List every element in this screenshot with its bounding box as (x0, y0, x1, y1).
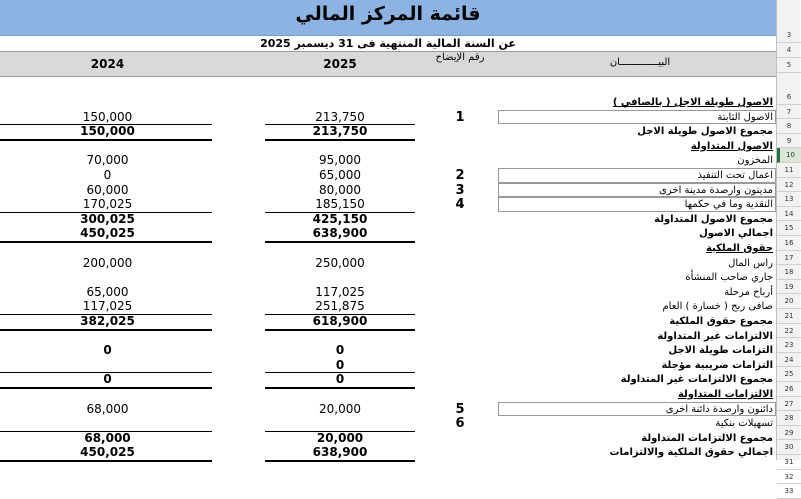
row-number[interactable]: 22 (777, 324, 801, 339)
header-item: البيـــــــــــــان (609, 57, 671, 68)
row-number[interactable]: 27 (777, 397, 801, 412)
value-2024-cell[interactable]: 450,025 (80, 445, 135, 460)
rule-line (265, 212, 415, 213)
note-number-cell[interactable] (420, 95, 500, 110)
row-number[interactable]: 33 (777, 484, 801, 499)
note-number-cell[interactable] (420, 270, 500, 285)
value-2024-cell[interactable]: 300,025 (80, 211, 135, 226)
value-2025-cell[interactable]: 213,750 (312, 124, 368, 139)
rule-line (265, 314, 415, 315)
note-number-cell[interactable] (420, 256, 500, 271)
statement-row[interactable] (0, 372, 776, 387)
rule-line (0, 460, 212, 462)
cell-border (498, 183, 776, 198)
value-2025-cell[interactable]: 0 (335, 357, 345, 372)
row-number[interactable]: 28 (777, 411, 801, 426)
statement-row[interactable] (0, 153, 776, 168)
item-label-cell[interactable]: جاري صاحب المنشأة (685, 272, 773, 284)
row-number[interactable]: 6 (777, 90, 801, 105)
statement-row[interactable] (0, 343, 776, 358)
rule-line (265, 139, 415, 141)
note-number-cell[interactable]: 5 (455, 401, 465, 417)
note-number-cell[interactable] (420, 358, 500, 373)
row-number[interactable]: 7 (777, 105, 801, 120)
rule-line (0, 314, 212, 315)
value-2025-cell[interactable]: 213,750 (315, 109, 365, 124)
value-2025-cell[interactable]: 0 (335, 372, 345, 387)
item-label-cell[interactable]: اجمالي حقوق الملكية والالتزامات (609, 447, 773, 459)
value-2025-cell[interactable]: 250,000 (315, 255, 365, 270)
rule-line (265, 460, 415, 462)
value-2025-cell[interactable]: 638,900 (312, 226, 368, 241)
value-2025-cell[interactable]: 0 (335, 343, 345, 358)
row-number[interactable]: 19 (777, 280, 801, 295)
statement-row[interactable] (0, 270, 776, 285)
row-number[interactable]: 10 (777, 148, 801, 163)
value-2025-cell[interactable] (265, 139, 415, 154)
value-2025-cell[interactable] (265, 241, 415, 256)
note-number-cell[interactable] (420, 329, 500, 344)
row-number[interactable]: 4 (777, 43, 801, 58)
value-2024-cell[interactable]: 68,000 (84, 430, 131, 445)
header-2024: 2024 (90, 57, 125, 71)
row-number[interactable]: 8 (777, 119, 801, 134)
value-2024-cell[interactable]: 150,000 (82, 109, 133, 124)
statement-row[interactable] (0, 256, 776, 271)
value-2025-cell[interactable]: 65,000 (319, 168, 361, 182)
item-label-cell[interactable]: التزامات ضريبية مؤجلة (661, 359, 773, 371)
item-label-cell[interactable]: مجموع الاصول طويلة الاجل (637, 126, 773, 138)
value-2025-cell[interactable] (265, 387, 415, 402)
row-number[interactable]: 18 (777, 265, 801, 280)
note-number-cell[interactable] (420, 212, 500, 227)
rule-line (0, 124, 212, 125)
row-number[interactable]: 30 (777, 440, 801, 455)
value-2024-cell[interactable]: 0 (103, 372, 112, 387)
value-2024-cell[interactable] (0, 270, 215, 285)
statement-row[interactable] (0, 241, 776, 256)
value-2025-cell[interactable] (265, 95, 415, 110)
cell-border (498, 197, 776, 212)
row-number[interactable]: 12 (777, 178, 801, 193)
statement-row[interactable] (0, 358, 776, 373)
rule-line (0, 329, 212, 331)
value-2024-cell[interactable] (0, 416, 215, 431)
value-2024-cell[interactable]: 0 (103, 343, 112, 358)
row-number[interactable]: 23 (777, 338, 801, 353)
item-label-cell[interactable]: الاصول المتداولة (690, 140, 773, 152)
value-2024-cell[interactable]: 117,025 (82, 299, 133, 314)
item-label-cell[interactable]: مجموع حقوق الملكية (669, 316, 773, 327)
item-label-cell[interactable]: النقدية وما في حكمها (684, 199, 773, 211)
rule-line (265, 372, 415, 373)
value-2024-cell[interactable]: 0 (103, 168, 112, 182)
item-label-cell[interactable]: مجموع الالتزامات غير المتداولة (620, 374, 773, 386)
note-number-cell[interactable] (420, 431, 500, 446)
row-number[interactable]: 21 (777, 309, 801, 324)
item-label-cell[interactable]: اجمالي الاصول (699, 228, 773, 240)
note-number-cell[interactable] (420, 153, 500, 168)
value-2025-cell[interactable] (265, 329, 415, 344)
item-label-cell[interactable]: مجموع الاصول المتداولة (654, 213, 773, 225)
value-2024-cell[interactable]: 150,000 (80, 124, 135, 139)
value-2024-cell[interactable] (0, 387, 215, 402)
rule-line (265, 124, 415, 125)
statement-row[interactable] (0, 387, 776, 402)
value-2024-cell[interactable]: 70,000 (86, 153, 129, 168)
row-number[interactable]: 16 (777, 236, 801, 251)
item-label-cell[interactable]: مجموع الالتزامات المتداولة (641, 432, 773, 444)
value-2024-cell[interactable] (0, 139, 215, 154)
header-2025: 2025 (323, 57, 357, 71)
value-2024-cell[interactable]: 382,025 (80, 314, 135, 328)
statement-row[interactable] (0, 139, 776, 154)
value-2024-cell[interactable] (0, 329, 215, 344)
statement-subtitle: عن السنة المالية المنتهية فى 31 ديسمبر 2025 (260, 37, 516, 50)
rule-line (265, 387, 415, 389)
item-label-cell[interactable]: تسهيلات بنكية (715, 418, 773, 430)
value-2025-cell[interactable]: 185,150 (315, 197, 365, 212)
item-label-cell[interactable]: دائنون وارصدة دائنة اخرى (665, 403, 773, 415)
item-label-cell[interactable]: راس المال (728, 257, 773, 269)
note-number-cell[interactable] (420, 387, 500, 402)
note-number-cell[interactable] (420, 124, 500, 139)
value-2025-cell[interactable]: 425,150 (312, 211, 368, 226)
row-number[interactable]: 3 (777, 28, 801, 43)
title-banner (0, 0, 776, 36)
statement-row[interactable] (0, 299, 776, 314)
row-number-gutter (776, 0, 800, 496)
note-number-cell[interactable] (420, 285, 500, 300)
rule-line (265, 431, 415, 432)
value-2024-cell[interactable]: 60,000 (86, 182, 129, 197)
value-2024-cell[interactable]: 65,000 (86, 284, 129, 299)
value-2024-cell[interactable]: 68,000 (86, 401, 129, 416)
statement-row[interactable] (0, 226, 776, 241)
cell-border (498, 402, 776, 417)
row-number[interactable]: 15 (777, 221, 801, 236)
statement-row[interactable] (0, 416, 776, 431)
rule-line (0, 431, 212, 432)
note-number-cell[interactable]: 4 (455, 197, 465, 213)
value-2024-cell[interactable] (0, 358, 215, 373)
statement-row[interactable] (0, 124, 776, 139)
statement-row[interactable] (0, 95, 776, 110)
rule-line (265, 329, 415, 331)
statement-row[interactable] (0, 285, 776, 300)
row-number[interactable]: 14 (777, 207, 801, 222)
note-number-cell[interactable]: 1 (455, 109, 465, 125)
header-note-number: رقم الإيضاح (435, 52, 485, 63)
value-2024-cell[interactable]: 450,025 (80, 226, 135, 241)
item-label-cell[interactable]: الاصول الثابتة (717, 111, 773, 123)
note-number-cell[interactable] (420, 372, 500, 387)
value-2025-cell[interactable]: 20,000 (316, 430, 364, 445)
value-2025-cell[interactable]: 618,900 (312, 314, 368, 328)
item-label-cell[interactable]: اعمال تحت التنفيذ (697, 170, 773, 181)
item-label-cell[interactable]: المخزون (737, 155, 773, 167)
row-number[interactable]: 9 (777, 134, 801, 149)
row-number[interactable]: 13 (777, 192, 801, 207)
cell-border (498, 168, 776, 183)
item-label-cell[interactable]: التزامات طويلة الاجل (668, 345, 773, 357)
note-number-cell[interactable]: 6 (455, 416, 465, 432)
statement-row[interactable] (0, 431, 776, 446)
statement-row[interactable] (0, 329, 776, 344)
rule-line (0, 241, 212, 243)
value-2024-cell[interactable]: 200,000 (82, 255, 133, 270)
statement-row[interactable] (0, 212, 776, 227)
column-header-band (0, 51, 776, 77)
item-label-cell[interactable]: مدينون وارصدة مدينة اخرى (659, 184, 773, 196)
row-number[interactable]: 29 (777, 426, 801, 441)
row-number[interactable]: 5 (777, 58, 801, 73)
row-number[interactable]: 11 (777, 163, 801, 178)
value-2024-cell[interactable] (0, 95, 215, 110)
note-number-cell[interactable] (420, 241, 500, 256)
statement-row[interactable] (0, 445, 776, 460)
value-2025-cell[interactable] (265, 416, 415, 431)
note-number-cell[interactable] (420, 343, 500, 358)
statement-row[interactable] (0, 314, 776, 329)
note-number-cell[interactable] (420, 299, 500, 314)
cell-border (498, 110, 776, 125)
item-label-cell[interactable]: الاصول طويلة الاجل ( بالصافي ) (612, 97, 773, 108)
value-2025-cell[interactable]: 80,000 (319, 182, 361, 197)
value-2025-cell[interactable]: 20,000 (319, 401, 361, 416)
rule-line (265, 241, 415, 243)
item-label-cell[interactable]: حقوق الملكية (705, 243, 773, 254)
row-number[interactable]: 32 (777, 470, 801, 485)
note-number-cell[interactable]: 3 (455, 182, 465, 198)
row-number[interactable]: 31 (777, 455, 801, 470)
value-2024-cell[interactable] (0, 241, 215, 256)
value-2025-cell[interactable]: 638,900 (312, 445, 368, 460)
statement-title: قائمة المركز المالي (295, 3, 481, 25)
value-2025-cell[interactable]: 95,000 (319, 153, 361, 168)
row-number[interactable]: 24 (777, 353, 801, 368)
note-number-cell[interactable] (420, 226, 500, 241)
item-label-cell[interactable]: الالتزامات غير المتداولة (657, 330, 773, 342)
value-2024-cell[interactable]: 170,025 (82, 197, 133, 212)
rule-line (0, 212, 212, 213)
note-number-cell[interactable] (420, 314, 500, 329)
item-label-cell[interactable]: صافى ربح ( خسارة ) العام (662, 301, 773, 313)
value-2025-cell[interactable]: 117,025 (315, 284, 365, 299)
row-number[interactable]: 25 (777, 367, 801, 382)
note-number-cell[interactable] (420, 139, 500, 154)
item-label-cell[interactable]: الالتزامات المتداولة (677, 389, 773, 400)
row-number[interactable]: 17 (777, 251, 801, 266)
item-label-cell[interactable]: أرباح مرحلة (724, 286, 773, 298)
row-number[interactable]: 20 (777, 294, 801, 309)
row-number[interactable]: 26 (777, 382, 801, 397)
rule-line (0, 387, 212, 389)
value-2025-cell[interactable]: 251,875 (315, 299, 365, 314)
rule-line (0, 372, 212, 373)
value-2025-cell[interactable] (265, 270, 415, 285)
note-number-cell[interactable] (420, 445, 500, 460)
rule-line (0, 139, 212, 141)
note-number-cell[interactable]: 2 (455, 168, 465, 183)
